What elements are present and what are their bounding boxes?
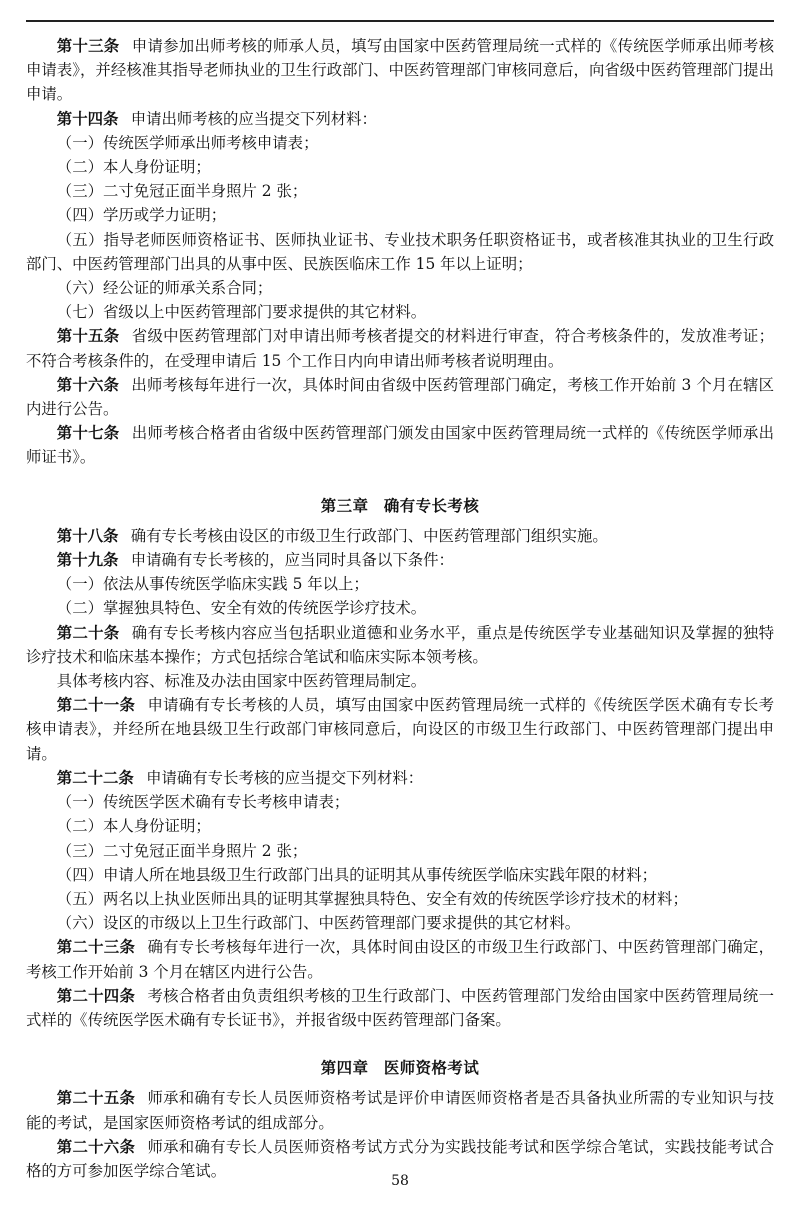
item-text: 依法从事传统医学临床实践 5 年以上；	[102, 575, 369, 594]
list-item	[26, 814, 774, 838]
articles-group-5	[26, 935, 774, 1032]
item-number: （六）	[56, 914, 103, 933]
list-item	[26, 179, 774, 203]
list-item	[26, 863, 774, 887]
article-text: 出师考核合格者由省级中医药管理部门颁发由国家中医药管理局统一式样的《传统医学师承出师证书》。	[26, 424, 774, 467]
item-number: （四）	[56, 865, 103, 884]
item-text: 两名以上执业医师出具的证明其掌握独具特色、安全有效的传统医学诊疗技术的材料；	[102, 889, 688, 908]
list-item	[26, 300, 774, 324]
article-18	[26, 524, 774, 548]
article-text: 师承和确有专长人员医师资格考试方式分为实践技能考试和医学综合笔试，实践技能考试合格的方可参加医学综合笔试。	[26, 1137, 774, 1180]
item-text: 本人身份证明；	[102, 158, 211, 177]
list-item	[26, 572, 774, 596]
item-number: （四）	[56, 206, 103, 225]
item-number: （六）	[56, 279, 103, 298]
article-text: 确有专长考核每年进行一次，具体时间由设区的市级卫生行政部门、中医药管理部门确定，考核工作开始前 3 个月在辖区内进行公告。	[26, 938, 774, 981]
article-number: 第十三条	[56, 37, 120, 55]
item-number: （二）	[56, 158, 103, 177]
article-19	[26, 548, 774, 572]
list-item	[26, 228, 774, 276]
item-number: （一）	[56, 575, 103, 594]
item-number: （二）	[56, 599, 103, 618]
article-number: 第十九条	[56, 551, 119, 570]
list-item	[26, 911, 774, 935]
article-number: 第二十五条	[56, 1089, 136, 1108]
item-number: （五）	[56, 230, 104, 249]
articles-group-1	[26, 34, 774, 131]
header-rule	[26, 20, 774, 22]
article-number: 第十五条	[56, 327, 120, 346]
article-number: 第二十六条	[56, 1137, 136, 1156]
article-number: 第十七条	[56, 424, 120, 443]
item-text: 设区的市级以上卫生行政部门、中医药管理部门要求提供的其它材料。	[102, 914, 581, 933]
article-14	[26, 107, 774, 131]
item-number: （一）	[56, 793, 103, 812]
article-20	[26, 621, 774, 669]
chapter-3-heading	[26, 494, 774, 518]
item-text: 申请人所在地县级卫生行政部门出具的证明其从事传统医学临床实践年限的材料；	[102, 865, 658, 884]
articles-group-2	[26, 324, 774, 469]
item-text: 二寸免冠正面半身照片 2 张；	[102, 182, 308, 201]
item-number: （七）	[56, 303, 103, 322]
item-text: 经公证的师承关系合同；	[102, 279, 273, 298]
articles-group-3	[26, 524, 774, 693]
article-23	[26, 935, 774, 983]
list-item	[26, 887, 774, 911]
article-number: 第二十条	[56, 623, 120, 642]
article-text: 申请确有专长考核的，应当同时具备以下条件：	[130, 551, 454, 570]
article-number: 第十四条	[56, 109, 119, 128]
item-number: （三）	[56, 841, 103, 860]
article-number: 第二十二条	[56, 768, 134, 787]
article-number: 第二十四条	[56, 986, 136, 1005]
chapter-4-heading	[26, 1056, 774, 1080]
article-22	[26, 766, 774, 790]
article-14-items	[26, 131, 774, 325]
list-item	[26, 155, 774, 179]
item-text: 指导老师医师资格证书、医师执业证书、专业技术职务任职资格证书，或者核准其执业的卫生行政部门、中医药管理部门出具的从事中医、民族医临床工作 15 年以上证明；	[26, 230, 774, 273]
article-17	[26, 421, 774, 469]
chapter-title: 确有专长考核	[383, 496, 480, 515]
article-number: 第二十三条	[56, 938, 136, 957]
item-text: 二寸免冠正面半身照片 2 张；	[102, 841, 308, 860]
list-item	[26, 596, 774, 620]
article-text: 出师考核每年进行一次，具体时间由省级中医药管理部门确定，考核工作开始前 3 个月在辖区内进行公告。	[26, 375, 774, 419]
article-number: 第十六条	[56, 375, 120, 394]
item-text: 学历或学力证明；	[102, 206, 227, 225]
item-number: （一）	[56, 133, 103, 152]
article-21	[26, 693, 774, 766]
chapter-number: 第三章	[320, 496, 369, 515]
article-25	[26, 1086, 774, 1134]
article-text: 考核合格者由负责组织考核的卫生行政部门、中医药管理部门发给由国家中医药管理局统一式样的《传统医学医术确有专长证书》，并报省级中医药管理部门备案。	[26, 986, 774, 1029]
article-text: 申请确有专长考核的人员，填写由国家中医药管理局统一式样的《传统医学医术确有专长考核申请表》，并经所在地县级卫生行政部门审核同意后，向设区的市级卫生行政部门、中医药管理部门提出申请。	[26, 696, 774, 763]
articles-group-6	[26, 1086, 774, 1183]
item-number: （五）	[56, 889, 103, 908]
list-item	[26, 790, 774, 814]
article-15	[26, 324, 774, 372]
item-text: 掌握独具特色、安全有效的传统医学诊疗技术。	[102, 599, 427, 618]
page-number: 58	[391, 1173, 409, 1189]
article-text: 申请出师考核的应当提交下列材料：	[130, 109, 377, 128]
item-number: （三）	[56, 182, 103, 201]
chapter-title: 医师资格考试	[383, 1059, 480, 1078]
document-page	[26, 34, 774, 1183]
list-item	[26, 839, 774, 863]
list-item	[26, 131, 774, 155]
chapter-number: 第四章	[320, 1059, 369, 1078]
article-text: 确有专长考核内容应当包括职业道德和业务水平，重点是传统医学专业基础知识及掌握的独特诊疗技术和临床基本操作；方式包括综合笔试和临床实际本领考核。	[26, 623, 774, 666]
articles-group-4	[26, 693, 774, 935]
item-text: 传统医学师承出师考核申请表；	[102, 133, 319, 152]
article-number: 第二十一条	[56, 696, 136, 715]
item-number: （二）	[56, 817, 103, 836]
item-text: 传统医学医术确有专长考核申请表；	[102, 793, 350, 812]
list-item	[26, 203, 774, 227]
article-text: 师承和确有专长人员医师资格考试是评价申请医师资格者是否具备执业所需的专业知识与技能的考试，是国家医师资格考试的组成部分。	[26, 1089, 774, 1132]
article-text: 申请参加出师考核的师承人员，填写由国家中医药管理局统一式样的《传统医学师承出师考核申请表》，并经核准其指导老师执业的卫生行政部门、中医药管理部门审核同意后，向省级中医药管理部门提出申请。	[26, 37, 774, 104]
list-item	[26, 276, 774, 300]
article-text: 确有专长考核由设区的市级卫生行政部门、中医药管理部门组织实施。	[130, 526, 608, 545]
item-text: 本人身份证明；	[102, 817, 211, 836]
article-number: 第十八条	[56, 526, 119, 545]
article-13	[26, 34, 774, 107]
article-text: 申请确有专长考核的应当提交下列材料：	[146, 768, 424, 787]
item-text: 省级以上中医药管理部门要求提供的其它材料。	[102, 303, 427, 322]
article-24	[26, 984, 774, 1032]
article-16	[26, 373, 774, 421]
article-text: 省级中医药管理部门对申请出师考核者提交的材料进行审查，符合考核条件的，发放准考证；不符合考核条件的，在受理申请后 15 个工作日内向申请出师考核者说明理由。	[26, 327, 774, 370]
paragraph: 具体考核内容、标准及办法由国家中医药管理局制定。	[56, 672, 427, 691]
